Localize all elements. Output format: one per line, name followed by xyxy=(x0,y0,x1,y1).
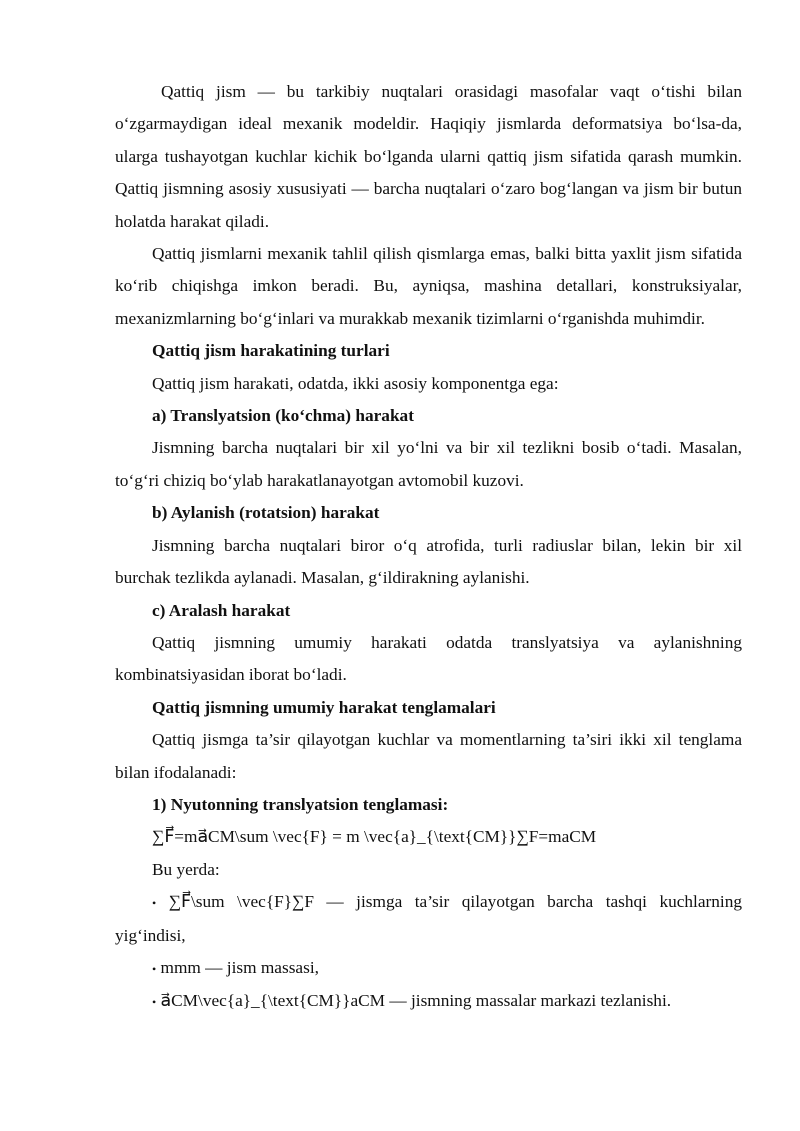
paragraph-translational: Jismning barcha nuqtalari bir xil yo‘lni va bir xil tezlikni bosib o‘tadi. Masalan, to‘g‘ri chiziq bo‘ylab harakatlanayotgan avtomobil kuzovi. xyxy=(115,438,742,490)
document-body xyxy=(115,76,742,1019)
heading-rotational: b) Aylanish (rotatsion) harakat xyxy=(152,503,380,523)
bullet-icon: • xyxy=(152,961,157,976)
list-item-text: ∑F⃗\sum \vec{F}∑F — jismga ta’sir qilayotgan barcha tashqi kuchlarning yig‘indisi, xyxy=(115,892,742,945)
paragraph-components: Qattiq jism harakati, odatda, ikki asosiy komponentga ega: xyxy=(152,373,559,393)
heading-motion-types: Qattiq jism harakatining turlari xyxy=(152,341,390,361)
heading-mixed: c) Aralash harakat xyxy=(152,600,291,620)
heading-translational: a) Translyatsion (ko‘chma) harakat xyxy=(152,406,414,426)
paragraph-definition: Qattiq jism — bu tarkibiy nuqtalari orasidagi masofalar vaqt o‘tishi bilan o‘zgarmaydigan ideal mexanik modeldir. Haqiqiy jismlarda deformatsiya bo‘lsa-da, ularga tushayotgan kuchlar kichik bo‘lganda ularni qattiq jism sifatida qarash mumkin. Qattiq jismning asosiy xususiyati — barcha nuqtalari o‘zaro bog‘langan va jism bir butun holatda harakat qiladi. xyxy=(115,82,742,231)
heading-newton-equation: 1) Nyutonning translyatsion tenglamasi: xyxy=(152,794,449,814)
bullet-icon: • xyxy=(152,995,157,1010)
paragraph-rotational: Jismning barcha nuqtalari biror o‘q atrofida, turli radiuslar bilan, lekin bir xil burchak tezlikda aylanadi. Masalan, g‘ildirakning aylanishi. xyxy=(115,535,742,588)
bullet-icon: • xyxy=(152,896,157,911)
list-item-force-sum xyxy=(115,886,742,952)
paragraph-equations-intro: Qattiq jismga ta’sir qilayotgan kuchlar va momentlarning ta’siri ikki xil tenglama bilan ifodalanadi: xyxy=(115,730,742,782)
paragraph-mixed: Qattiq jismning umumiy harakati odatda translyatsiya va aylanishning kombinatsiyasidan iborat bo‘ladi. xyxy=(115,632,742,685)
paragraph-analysis: Qattiq jismlarni mexanik tahlil qilish qismlarga emas, balki bitta yaxlit jism sifatida ko‘rib chiqishga imkon beradi. Bu, ayniqsa, mashina detallari, konstruksiyalar, mexanizmlarning bo‘g‘inlari va murakkab mexanik tizimlarni o‘rganishda muhimdir. xyxy=(115,244,742,328)
list-item-mass xyxy=(115,952,742,985)
list-item-text: a⃗CM\vec{a}_{\text{CM}}aCM — jismning massalar markazi tezlanishi. xyxy=(160,991,672,1011)
list-item-text: mmm — jism massasi, xyxy=(160,957,319,977)
equation-newton: ∑F⃗=ma⃗CM\sum \vec{F} = m \vec{a}_{\text{CM}}∑F=maCM xyxy=(152,827,597,847)
paragraph-where: Bu yerda: xyxy=(152,859,220,879)
list-item-acceleration xyxy=(115,985,742,1018)
heading-equations: Qattiq jismning umumiy harakat tenglamalari xyxy=(152,697,496,717)
